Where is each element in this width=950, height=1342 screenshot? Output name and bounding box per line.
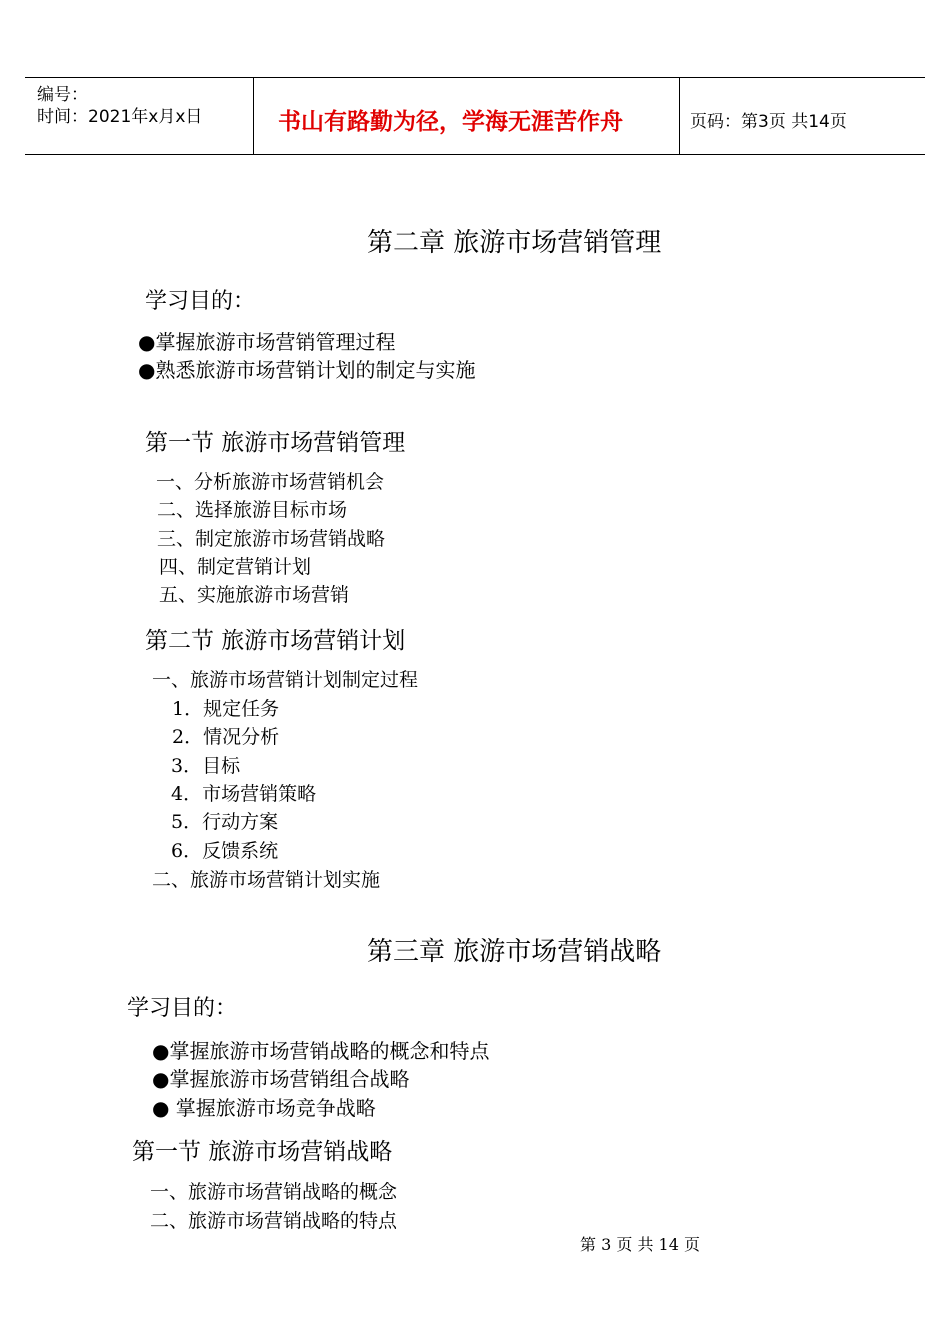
header-motto: 书山有路勤为径，学海无涯苦作舟 — [278, 109, 623, 135]
chapter-3-goal-2: ●掌握旅游市场营销组合战略 — [152, 1067, 410, 1091]
chapter-2-section-1-title: 第一节 旅游市场营销管理 — [145, 430, 406, 456]
chapter-3-goal-3: ● 掌握旅游市场竞争战略 — [152, 1096, 376, 1120]
chapter-2-section-2-subitem-6: 6．反馈系统 — [171, 840, 279, 862]
chapter-2-section-2-title: 第二节 旅游市场营销计划 — [145, 628, 406, 654]
header-divider-left — [253, 77, 254, 155]
chapter-2-goal-2: ●熟悉旅游市场营销计划的制定与实施 — [138, 358, 476, 382]
chapter-3-section-1-item-2: 二、旅游市场营销战略的特点 — [150, 1210, 398, 1232]
page-footer: 第 3 页 共 14 页 — [580, 1235, 700, 1254]
chapter-3-section-1-title: 第一节 旅游市场营销战略 — [132, 1139, 393, 1165]
chapter-2-section-2-item-1: 一、旅游市场营销计划制定过程 — [152, 669, 419, 691]
chapter-2-section-1-item-1: 一、分析旅游市场营销机会 — [156, 471, 385, 493]
header-page-info: 页码：第3页 共14页 — [690, 112, 847, 132]
chapter-2-section-2-item-2: 二、旅游市场营销计划实施 — [152, 869, 381, 891]
header-bottom-border — [25, 154, 925, 155]
chapter-3-goal-1: ●掌握旅游市场营销战略的概念和特点 — [152, 1039, 490, 1063]
chapter-2-goal-1: ●掌握旅游市场营销管理过程 — [138, 330, 396, 354]
header-time-label: 时间：2021年x月x日 — [37, 107, 203, 127]
chapter-2-section-1-item-3: 三、制定旅游市场营销战略 — [157, 528, 386, 550]
chapter-2-section-2-subitem-5: 5．行动方案 — [171, 811, 279, 833]
chapter-3-title: 第三章 旅游市场营销战略 — [367, 937, 662, 967]
chapter-2-section-2-subitem-3: 3．目标 — [171, 755, 241, 777]
chapter-2-section-1-item-5: 五、实施旅游市场营销 — [159, 584, 350, 606]
chapter-2-title: 第二章 旅游市场营销管理 — [367, 228, 662, 258]
chapter-3-goal-label: 学习目的： — [127, 996, 238, 1021]
chapter-2-section-2-subitem-4: 4．市场营销策略 — [171, 783, 317, 805]
chapter-2-goal-label: 学习目的： — [145, 289, 256, 314]
chapter-3-section-1-item-1: 一、旅游市场营销战略的概念 — [150, 1181, 398, 1203]
chapter-2-section-2-subitem-1: 1．规定任务 — [172, 698, 280, 720]
chapter-2-section-2-subitem-2: 2．情况分析 — [172, 726, 280, 748]
chapter-2-section-1-item-2: 二、选择旅游目标市场 — [157, 499, 348, 521]
chapter-2-section-1-item-4: 四、制定营销计划 — [159, 556, 312, 578]
header-top-border — [25, 77, 925, 78]
header-divider-right — [679, 77, 680, 155]
header-number-label: 编号： — [37, 85, 88, 105]
